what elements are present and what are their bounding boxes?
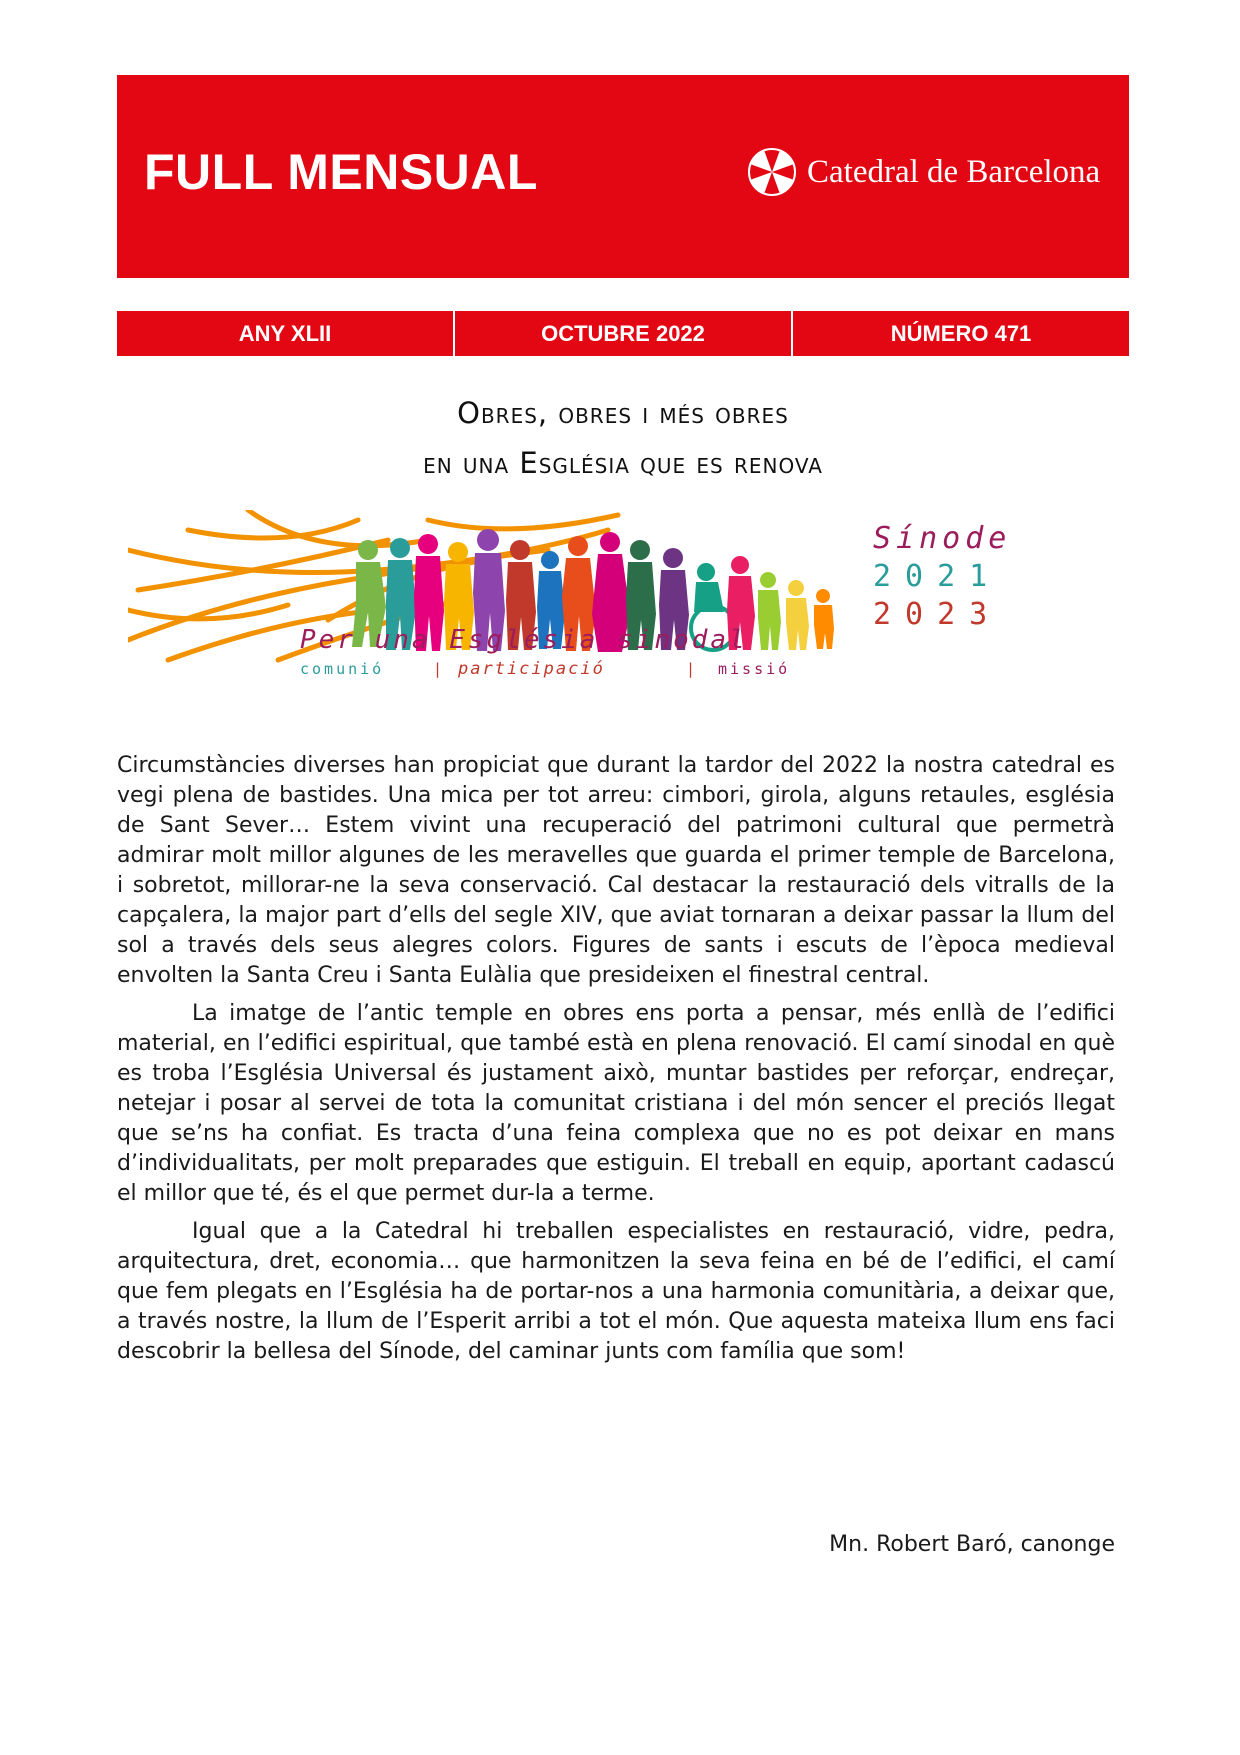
synod-word-participation: participació: [458, 659, 605, 679]
article-title-line-1: Obres, obres i més obres: [457, 396, 789, 430]
logo-text: Catedral de Barcelona: [807, 153, 1101, 190]
cathedral-logo: [747, 147, 1100, 197]
issue-date: OCTUBRE 2022: [453, 311, 791, 356]
issue-year: ANY XLII: [238, 320, 332, 346]
synod-separator-2: |: [686, 660, 696, 678]
synod-illustration: [128, 510, 1110, 687]
synod-word-mission: missió: [718, 660, 791, 678]
newsletter-title: FULL MENSUAL: [144, 144, 538, 200]
masthead: [117, 75, 1129, 278]
issue-info-bar: [117, 311, 1129, 356]
synod-years-end: 2023: [873, 597, 1002, 632]
synod-motto: Per una Església sinodal: [300, 625, 748, 655]
article-signature: Mn. Robert Baró, canonge: [829, 1532, 1115, 1557]
issue-number: NÚMERO 471: [791, 311, 1129, 356]
synod-separator-1: |: [433, 660, 443, 678]
synod-banner: [128, 510, 1110, 687]
synod-heading: Sínode: [873, 521, 1012, 556]
cross-emblem-icon: [747, 147, 797, 197]
article-paragraph-1: Circumstàncies diverses han propiciat que durant la tardor del 2022 la nostra catedral es vegi plena de bastides. Una mica per tot arreu: cimbori, girola, alguns retaules, església de Sant Sever… Estem vivint una recuperació del patrimoni cultural que permetrà admirar molt millor algunes de les meravelles que guarda el primer temple de Barcelona, i sobretot, millorar-ne la seva conservació. Cal destacar la restauració dels vitralls de la capçalera, la major part d’ells del segle XIV, que aviat tornaran a deixar passar la llum del sol a través dels seus alegres colors. Figures de sants i escuts de l’època medieval envolten la Santa Creu i Santa Eulàlia que presideixen el finestral central.: [117, 753, 1115, 988]
article-body: [117, 751, 1115, 1375]
article-title-line-2: en una Església que es renova: [423, 446, 823, 480]
synod-years-start: 2021: [873, 559, 1002, 594]
synod-word-communion: comunió: [300, 660, 385, 678]
article-paragraph-3: Igual que a la Catedral hi treballen especialistes en restauració, vidre, pedra, arquitectura, dret, economia… que harmonitzen la seva feina en bé de l’edifici, el camí que fem plegats en l’Església ha de portar-nos a una harmonia comunitària, a deixar que, a través nostre, la llum de l’Esperit arribi a tot el món. Que aquesta mateixa llum ens faci descobrir la bellesa del Sínode, del caminar junts com família que som!: [117, 1219, 1115, 1364]
article-paragraph-2: La imatge de l’antic temple en obres ens porta a pensar, més enllà de l’edifici material, en l’edifici espiritual, que també està en plena renovació. El camí sinodal en què es troba l’Església Universal és justament això, muntar bastides per reforçar, endreçar, netejar i posar al servei de tota la comunitat cristiana i del món sencer el preciós llegat que se’ns ha confiat. Es tracta d’una feina complexa que no es pot deixar en mans d’individualitats, per molt preparades que estiguin. El treball en equip, aportant cadascú el millor que té, és el que permet dur-la a terme.: [117, 1001, 1115, 1206]
article-title: [117, 388, 1129, 488]
